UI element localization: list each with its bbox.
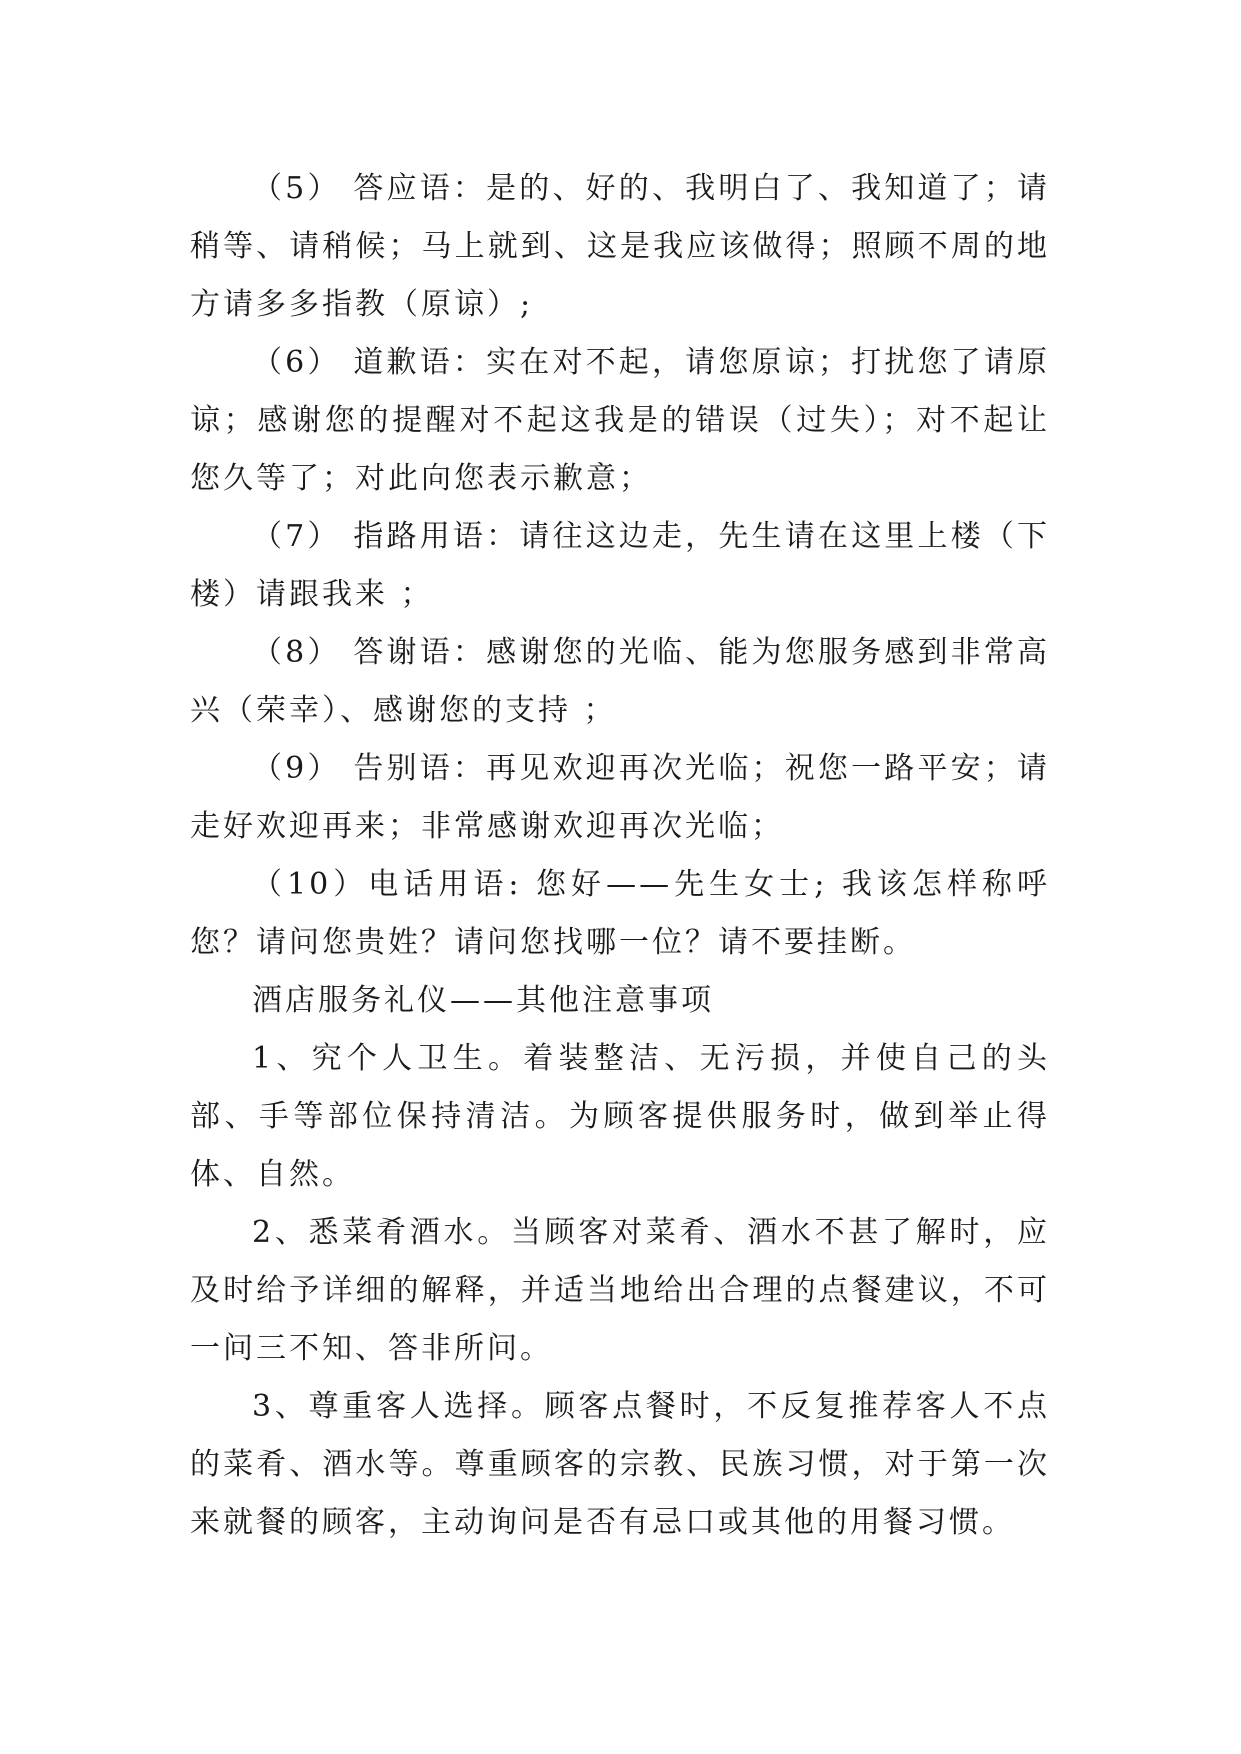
paragraph-farewell-phrases: （9） 告别语：再见欢迎再次光临；祝您一路平安；请走好欢迎再来；非常感谢欢迎再次光临； (190, 751, 1050, 844)
section-heading: 酒店服务礼仪——其他注意事项 (252, 983, 714, 1018)
paragraph-hygiene: 1、究个人卫生。着装整洁、无污损，并使自己的头部、手等部位保持清洁。为顾客提供服务时，做到举止得体、自然。 (190, 1041, 1050, 1192)
document-body (190, 160, 1050, 1552)
paragraph-answer-phrases: （5） 答应语：是的、好的、我明白了、我知道了；请稍等、请稍候；马上就到、这是我应该做得；照顾不周的地方请多多指教（原谅）; (190, 171, 1050, 322)
paragraph-direction-phrases: （7） 指路用语：请往这边走，先生请在这里上楼（下楼）请跟我来 ； (190, 519, 1050, 612)
paragraph-phone-phrases: （10）电话用语: 您好——先生女士; 我该怎样称呼您？请问您贵姓？请问您找哪一位？请不要挂断。 (190, 867, 1050, 960)
paragraph-apology-phrases: （6） 道歉语：实在对不起，请您原谅；打扰您了请原谅；感谢您的提醒对不起这我是的错误（过失）；对不起让您久等了；对此向您表示歉意； (190, 345, 1050, 496)
paragraph-thanks-phrases: （8） 答谢语：感谢您的光临、能为您服务感到非常高兴（荣幸）、感谢您的支持 ； (190, 635, 1050, 728)
paragraph-menu-knowledge: 2、悉菜肴酒水。当顾客对菜肴、酒水不甚了解时，应及时给予详细的解释，并适当地给出合理的点餐建议，不可一问三不知、答非所问。 (190, 1215, 1050, 1366)
paragraph-respect-choice: 3、尊重客人选择。顾客点餐时，不反复推荐客人不点的菜肴、酒水等。尊重顾客的宗教、民族习惯，对于第一次来就餐的顾客，主动询问是否有忌口或其他的用餐习惯。 (190, 1389, 1050, 1540)
